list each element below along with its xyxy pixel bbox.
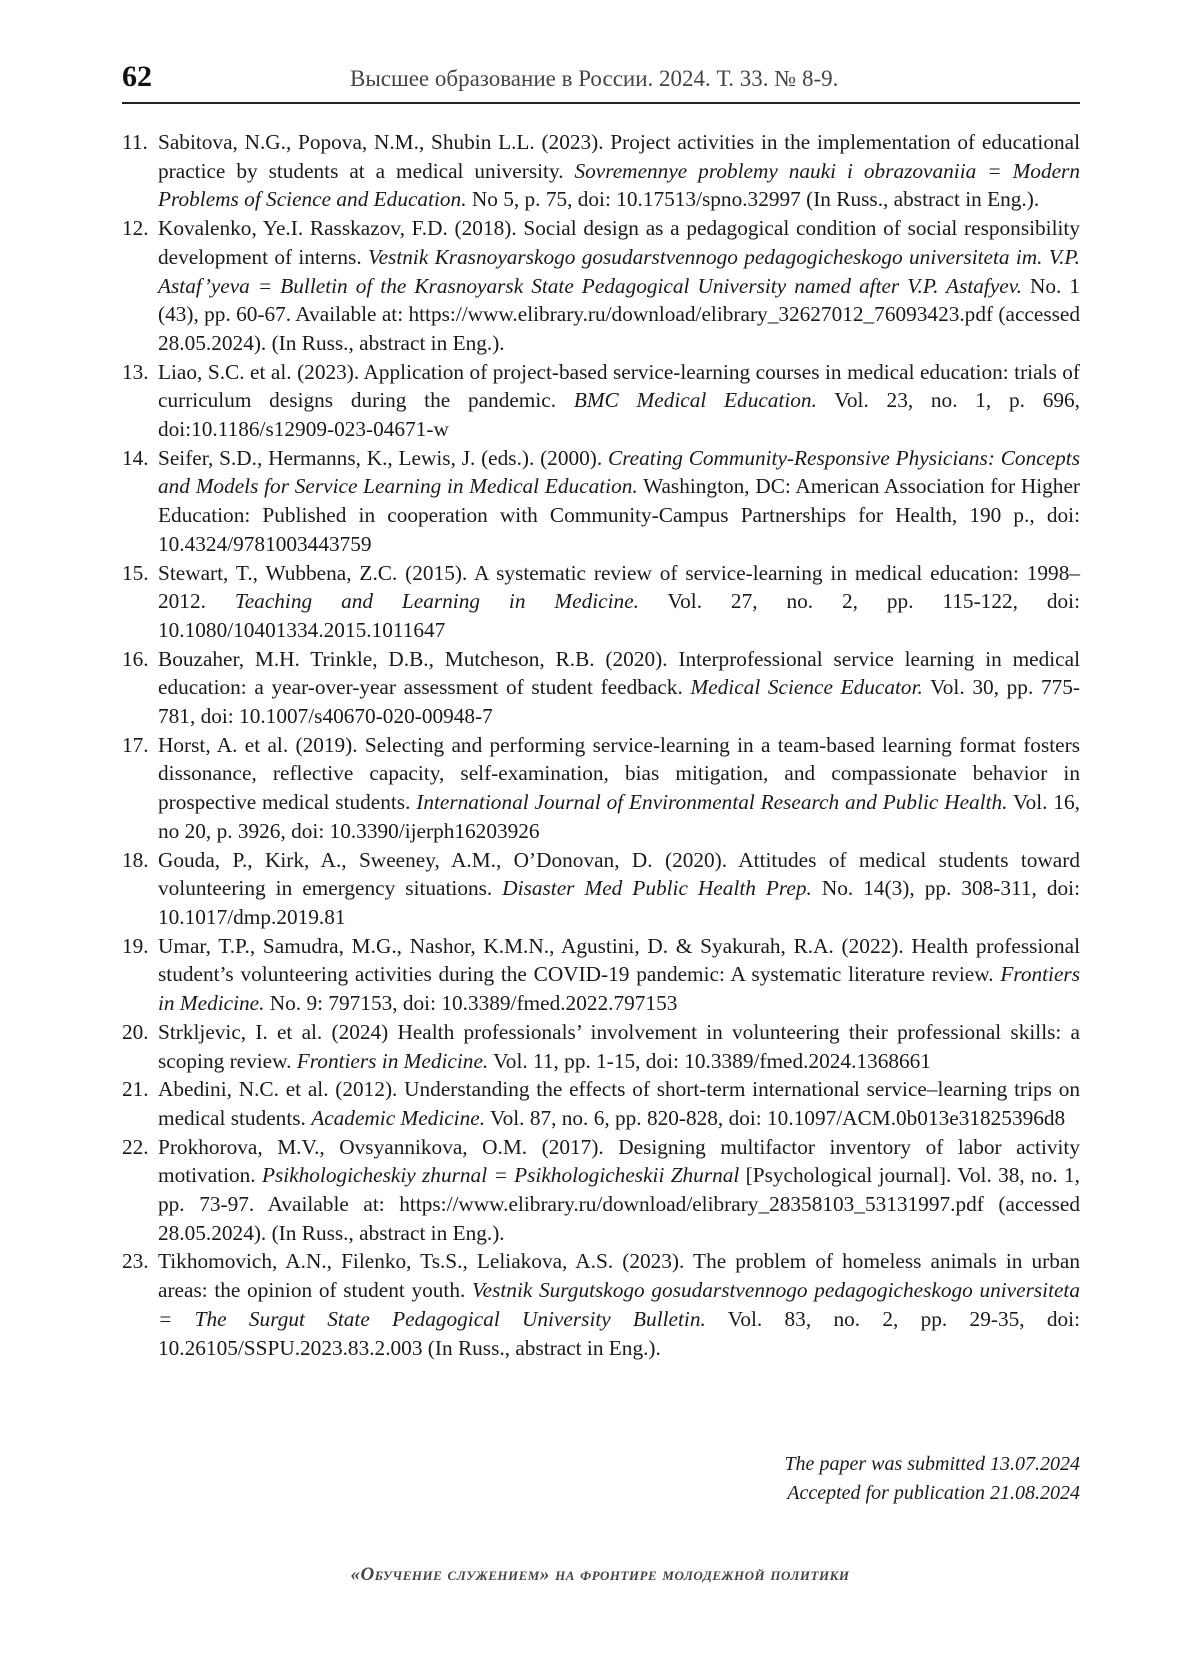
running-footer: «Обучение служением» на фронтире молодежной политики bbox=[350, 1564, 850, 1585]
reference-segment: Vol. 87, no. 6, pp. 820-828, doi: 10.1097/ACM.0b013e31825396d8 bbox=[485, 1105, 1066, 1130]
reference-text bbox=[158, 731, 1080, 846]
reference-source-title: Frontiers in Medicine. bbox=[296, 1048, 489, 1073]
reference-segment: Kovalenko, Ye.I. Rasskazov, F.D. (2018). Social design as a pedagogical condition of social responsibility development of interns. bbox=[158, 216, 1080, 269]
reference-text bbox=[158, 214, 1080, 358]
reference-source-title: Teaching and Learning in Medicine. bbox=[234, 589, 639, 614]
reference-segment: No. 9: 797153, doi: 10.3389/fmed.2022.797153 bbox=[264, 991, 678, 1016]
reference-segment: Vol. 11, pp. 1-15, doi: 10.3389/fmed.2024.1368661 bbox=[488, 1048, 931, 1073]
reference-source-title: Vestnik Krasnoyarskogo gosudarstvennogo pedagogicheskogo universiteta im. V.P. Astaf’yeva = Bulletin of the Krasnoyarsk State Pedagogical University named after V.P. Astafyev. bbox=[158, 244, 1080, 298]
reference-source-title: Disaster Med Public Health Prep. bbox=[502, 876, 812, 901]
reference-source-title: Medical Science Educator. bbox=[690, 675, 923, 700]
reference-text bbox=[158, 444, 1080, 559]
reference-number: 22. bbox=[122, 1134, 149, 1159]
reference-item bbox=[122, 559, 1080, 645]
reference-source-title: Vestnik Surgutskogo gosudarstvennogo pedagogicheskogo universiteta = The Surgut State Pedagogical University Bulletin. bbox=[158, 1278, 1080, 1331]
reference-item bbox=[122, 128, 1080, 214]
reference-number: 19. bbox=[122, 933, 149, 958]
reference-segment: No 5, p. 75, doi: 10.17513/spno.32997 (In Russ., abstract in Eng.). bbox=[466, 187, 1040, 212]
reference-text bbox=[158, 1247, 1080, 1362]
reference-number: 15. bbox=[122, 560, 149, 585]
reference-item bbox=[122, 731, 1080, 846]
reference-source-title: Frontiers in Medicine. bbox=[158, 962, 1080, 1016]
reference-segment: Sabitova, N.G., Popova, N.M., Shubin L.L. (2023). Project activities in the implementation of educational practice by students at a medical university. bbox=[158, 130, 1080, 183]
reference-item bbox=[122, 1247, 1080, 1362]
reference-segment: Seifer, S.D., Hermanns, K., Lewis, J. (eds.). (2000). bbox=[158, 445, 608, 470]
running-head: Высшее образование в России. 2024. Т. 33. № 8-9. bbox=[350, 66, 839, 91]
reference-item bbox=[122, 932, 1080, 1018]
reference-segment: Bouzaher, M.H. Trinkle, D.B., Mutcheson, R.B. (2020). Interprofessional service learning in medical education: a year-over-year assessment of student feedback. bbox=[158, 646, 1080, 700]
reference-segment: Vol. 83, no. 2, pp. 29-35, doi: 10.26105/SSPU.2023.83.2.003 (In Russ., abstract in Eng.). bbox=[158, 1306, 1080, 1360]
reference-number: 20. bbox=[122, 1019, 149, 1044]
reference-item bbox=[122, 358, 1080, 444]
reference-number: 12. bbox=[122, 216, 149, 241]
reference-text bbox=[158, 645, 1080, 731]
reference-segment: No. 1 (43), pp. 60-67. Available at: https://www.elibrary.ru/download/elibrary_32627012_76093423.pdf (accessed 28.05.2024). (In Russ., abstract in Eng.). bbox=[158, 273, 1080, 355]
reference-item bbox=[122, 444, 1080, 559]
reference-item bbox=[122, 846, 1080, 932]
reference-number: 11. bbox=[122, 130, 148, 154]
reference-text bbox=[158, 128, 1080, 214]
reference-segment: Vol. 23, no. 1, p. 696, doi:10.1186/s12909-023-04671-w bbox=[158, 388, 1080, 442]
reference-text bbox=[158, 559, 1080, 645]
reference-segment: Vol. 27, no. 2, pp. 115-122, doi: 10.1080/10401334.2015.1011647 bbox=[158, 589, 1080, 642]
reference-segment: Horst, A. et al. (2019). Selecting and performing service-learning in a team-based learning format fosters dissonance, reflective capacity, self-examination, bias mitigation, and compassionate behavior in prospective medical students. bbox=[158, 732, 1080, 815]
reference-source-title: Psikhologicheskiy zhurnal = Psikhologicheskii Zhurnal bbox=[261, 1163, 740, 1188]
reference-segment: Gouda, P., Kirk, A., Sweeney, A.M., O’Donovan, D. (2020). Attitudes of medical students toward volunteering in emergency situations. bbox=[158, 847, 1080, 901]
reference-number: 17. bbox=[122, 732, 149, 757]
reference-item bbox=[122, 1075, 1080, 1132]
reference-item bbox=[122, 645, 1080, 731]
reference-segment: Strkljevic, I. et al. (2024) Health professionals’ involvement in volunteering their professional skills: a scoping review. bbox=[158, 1019, 1080, 1073]
reference-segment: Washington, DC: American Association for Higher Education: Published in cooperation with Community-Campus Partnerships for Health, 190 p., doi: 10.4324/9781003443759 bbox=[158, 474, 1080, 556]
reference-item bbox=[122, 1133, 1080, 1248]
reference-source-title: International Journal of Environmental Research and Public Health. bbox=[416, 790, 1008, 815]
reference-text bbox=[158, 932, 1080, 1018]
submission-dates bbox=[784, 1450, 1080, 1508]
reference-segment: No. 14(3), pp. 308-311, doi: 10.1017/dmp.2019.81 bbox=[158, 876, 1080, 929]
submitted-date: The paper was submitted 13.07.2024 bbox=[784, 1453, 1080, 1475]
reference-text bbox=[158, 358, 1080, 444]
reference-source-title: BMC Medical Education. bbox=[573, 388, 817, 413]
reference-text bbox=[158, 1133, 1080, 1248]
reference-source-title: Creating Community-Responsive Physicians: Concepts and Models for Service Learning in Medical Education. bbox=[158, 445, 1080, 499]
reference-item bbox=[122, 214, 1080, 358]
reference-segment: [Psychological journal]. Vol. 38, no. 1, pp. 73-97. Available at: https://www.elibrary.ru/download/elibrary_28358103_53131997.pdf (accessed 28.05.2024). (In Russ., abstract in Eng.). bbox=[158, 1163, 1080, 1245]
reference-segment: Abedini, N.C. et al. (2012). Understanding the effects of short-term international service–learning trips on medical students. bbox=[158, 1077, 1080, 1130]
reference-segment: Umar, T.P., Samudra, M.G., Nashor, K.M.N., Agustini, D. & Syakurah, R.A. (2022). Health professional student’s volunteering activities during the COVID-19 pandemic: A systematic literature review. bbox=[158, 933, 1080, 987]
reference-number: 18. bbox=[122, 847, 149, 872]
reference-segment: Vol. 30, pp. 775-781, doi: 10.1007/s40670-020-00948-7 bbox=[158, 675, 1080, 729]
reference-number: 14. bbox=[122, 445, 149, 470]
page-number: 62 bbox=[122, 60, 152, 93]
accepted-date: Accepted for publication 21.08.2024 bbox=[787, 1482, 1080, 1504]
reference-text bbox=[158, 846, 1080, 932]
page-header bbox=[122, 58, 1080, 104]
reference-segment: Liao, S.C. et al. (2023). Application of project-based service-learning courses in medical education: trials of curriculum designs during the pandemic. bbox=[158, 359, 1080, 413]
reference-segment: Tikhomovich, A.N., Filenko, Ts.S., Leliakova, A.S. (2023). The problem of homeless animals in urban areas: the opinion of student youth. bbox=[158, 1249, 1080, 1303]
reference-item bbox=[122, 1018, 1080, 1075]
reference-segment: Stewart, T., Wubbena, Z.C. (2015). A systematic review of service-learning in medical education: 1998–2012. bbox=[158, 560, 1080, 614]
reference-text bbox=[158, 1075, 1080, 1132]
reference-number: 16. bbox=[122, 646, 149, 671]
reference-text bbox=[158, 1018, 1080, 1075]
reference-segment: Vol. 16, no 20, p. 3926, doi: 10.3390/ijerph16203926 bbox=[158, 790, 1080, 843]
reference-number: 21. bbox=[122, 1077, 149, 1102]
reference-number: 23. bbox=[122, 1249, 149, 1274]
reference-number: 13. bbox=[122, 359, 149, 384]
reference-segment: Prokhorova, M.V., Ovsyannikova, O.M. (2017). Designing multifactor inventory of labor activity motivation. bbox=[158, 1134, 1080, 1188]
reference-source-title: Sovremennye problemy nauki i obrazovaniia = Modern Problems of Science and Education. bbox=[158, 158, 1080, 212]
reference-list bbox=[122, 128, 1080, 1362]
reference-source-title: Academic Medicine. bbox=[311, 1105, 486, 1130]
